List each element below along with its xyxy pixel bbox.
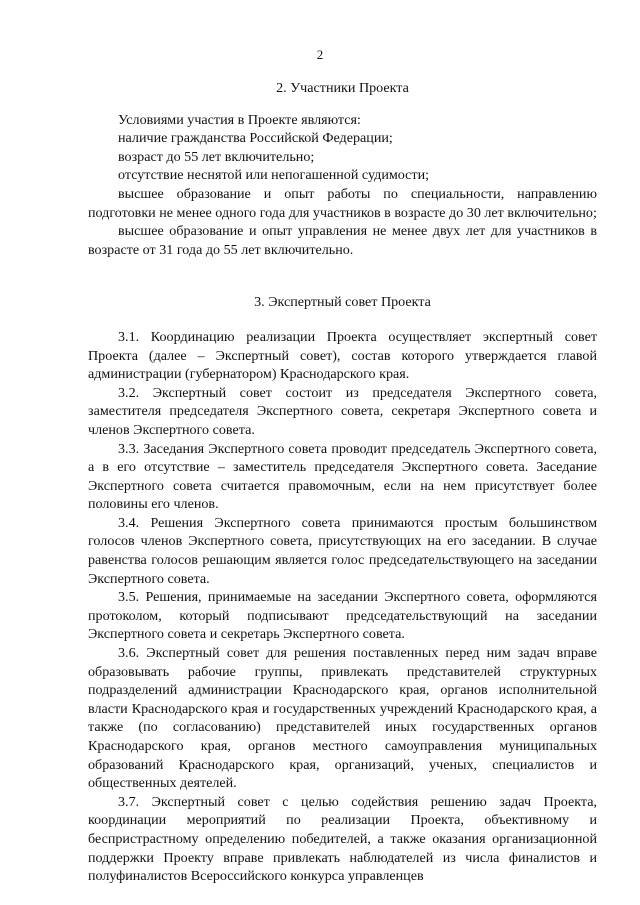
section-3-paragraph: 3.3. Заседания Экспертного совета проводит председатель Экспертного совета, а в его отсутствие – заместитель председателя Экспертного совета. Заседание Экспертного совета считается правомочным, если на нем присутствует более половины его членов. — [88, 440, 597, 513]
section-3-paragraph: 3.7. Экспертный совет с целью содействия решению задач Проекта, координации мероприятий по реализации Проекта, объективному и беспристрастному определению победителей, а также оказания организационной поддержки Проекту вправе привлекать наблюдателей из числа финалистов и полуфиналистов Всероссийского конкурса управленцев — [88, 793, 597, 885]
spacer — [88, 259, 597, 293]
section-3-paragraph: 3.6. Экспертный совет для решения поставленных перед ним задач вправе образовывать рабочие группы, привлекать представителей структурных подразделений администрации Краснодарского края, органов исполнительной власти Краснодарского края и государственных учреждений Краснодарского края, а также (по согласованию) представителей иных государственных органов Краснодарского края, органов местного самоуправления муниципальных образований Краснодарского края, организаций, ученых, специалистов и общественных деятелей. — [88, 645, 597, 792]
section-2-paragraph: возраст до 55 лет включительно; — [118, 148, 315, 165]
section-2-paragraph: наличие гражданства Российской Федерации; — [118, 130, 393, 147]
section-2-paragraph: высшее образование и опыт работы по специальности, направлению подготовки не менее одного года для участников в возрасте до 30 лет включительно; — [88, 185, 597, 221]
section-3-paragraph: 3.5. Решения, принимаемые на заседании Экспертного совета, оформляются протоколом, который подписывают председательствующий на заседании Экспертного совета и секретарь Экспертного совета. — [88, 589, 597, 643]
section-2-paragraph: Условиями участия в Проекте являются: — [118, 111, 361, 128]
section-2-paragraph: отсутствие неснятой или непогашенной судимости; — [118, 167, 430, 184]
section-3-paragraph: 3.1. Координацию реализации Проекта осуществляет экспертный совет Проекта (далее – Экспертный совет), состав которого утверждается главой администрации (губернатором) Краснодарского края. — [88, 328, 597, 383]
page-number: 2 — [316, 47, 324, 62]
spacer — [88, 98, 597, 111]
section-3-heading: 3. Экспертный совет Проекта — [254, 294, 431, 311]
document-body — [88, 79, 597, 886]
section-2-paragraph: высшее образование и опыт управления не менее двух лет для участников в возрасте от 31 года до 55 лет включительно. — [88, 223, 597, 258]
section-2-heading: 2. Участники Проекта — [276, 80, 409, 96]
section-3-paragraph: 3.2. Экспертный совет состоит из председателя Экспертного совета, заместителя председателя Экспертного совета, секретаря Экспертного совета и членов Экспертного совета. — [88, 384, 597, 438]
section-3-paragraph: 3.4. Решения Экспертного совета принимаются простым большинством голосов членов Экспертного совета, присутствующих на его заседании. В случае равенства голосов решающим является голос председательствующего на заседании Экспертного совета. — [88, 514, 597, 587]
spacer — [88, 312, 597, 328]
